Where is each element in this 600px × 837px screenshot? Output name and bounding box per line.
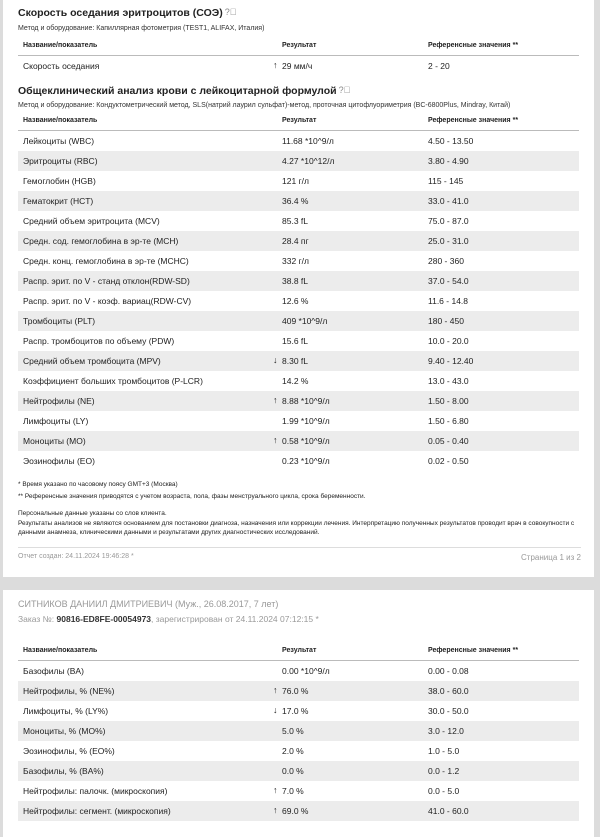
reference-range: 1.50 - 8.00: [428, 396, 469, 406]
test-result: [282, 196, 428, 206]
test-name: Распр. тромбоцитов по объему (PDW): [23, 336, 175, 346]
test-result: [273, 60, 428, 71]
cbc-section-title: Общеклинический анализ крови с лейкоцитарной формулой ?⃝: [18, 85, 351, 97]
test-result: [273, 685, 428, 696]
result-value: 15.6 fL: [282, 336, 308, 346]
result-value: 7.0 %: [282, 786, 304, 796]
column-header: Результат: [282, 42, 317, 49]
arrow-down-icon: ↓: [273, 355, 278, 365]
test-name: Лимфоциты (LY): [23, 416, 89, 426]
test-result: [282, 136, 428, 146]
table-row: [18, 251, 579, 271]
result-value: 332 г/л: [282, 256, 309, 266]
reference-range: 11.6 - 14.8: [428, 296, 469, 306]
report-page-1: [3, 0, 594, 577]
test-result: [282, 416, 428, 426]
test-name: Средний объем тромбоцита (MPV): [23, 356, 161, 366]
result-value: 1.99 *10^9/л: [282, 416, 330, 426]
table-body: [18, 131, 579, 471]
table-row: [18, 431, 579, 451]
footer-divider: [18, 547, 581, 548]
test-result: [273, 355, 428, 366]
table-row: [18, 761, 579, 781]
column-header: Референсные значения **: [428, 647, 519, 654]
reference-range: 3.80 - 4.90: [428, 156, 469, 166]
result-value: 121 г/л: [282, 176, 309, 186]
reference-range: 0.05 - 0.40: [428, 436, 469, 446]
table-row: [18, 56, 579, 76]
reference-range: 115 - 145: [428, 176, 464, 186]
table-row: [18, 291, 579, 311]
table-row: [18, 801, 579, 821]
test-result: [273, 785, 428, 796]
column-header: Название/показатель: [23, 647, 98, 654]
reference-note: ** Референсные значения приводятся с учетом возраста, пола, фазы менструального цикла, срока беременности.: [18, 493, 366, 500]
result-value: 29 мм/ч: [282, 61, 313, 71]
result-value: 36.4 %: [282, 196, 309, 206]
test-result: [273, 435, 428, 446]
result-value: 12.6 %: [282, 296, 309, 306]
table-row: [18, 661, 579, 681]
test-result: [282, 176, 428, 186]
result-value: 409 *10^9/л: [282, 316, 328, 326]
reference-range: 41.0 - 60.0: [428, 806, 469, 816]
arrow-up-icon: ↑: [273, 785, 278, 795]
arrow-up-icon: ↑: [273, 805, 278, 815]
test-name: Эритроциты (RBC): [23, 156, 98, 166]
test-name: Коэффициент больших тромбоцитов (P-LCR): [23, 376, 203, 386]
result-value: 4.27 *10^12/л: [282, 156, 335, 166]
arrow-up-icon: ↑: [273, 435, 278, 445]
personal-data-note: Персональные данные указаны со слов клиента.: [18, 510, 167, 517]
arrow-up-icon: ↑: [273, 395, 278, 405]
test-name: Средн. сод. гемоглобина в эр-те (MCH): [23, 236, 179, 246]
page-number: Страница 1 из 2: [521, 553, 581, 562]
result-value: 76.0 %: [282, 686, 309, 696]
test-name: Гемоглобин (HGB): [23, 176, 96, 186]
reference-range: 1.50 - 6.80: [428, 416, 469, 426]
result-value: 85.3 fL: [282, 216, 308, 226]
result-value: 8.30 fL: [282, 356, 308, 366]
column-header: Результат: [282, 647, 317, 654]
test-result: [282, 746, 428, 756]
arrow-up-icon: ↑: [273, 60, 278, 70]
test-name: Средний объем эритроцита (MCV): [23, 216, 160, 226]
result-value: 5.0 %: [282, 726, 304, 736]
reference-range: 0.0 - 1.2: [428, 766, 460, 776]
reference-range: 3.0 - 12.0: [428, 726, 464, 736]
result-value: 8.88 *10^9/л: [282, 396, 330, 406]
reference-range: 0.02 - 0.50: [428, 456, 469, 466]
order-number: 90816-ED8FE-00054973: [56, 614, 152, 624]
table-row: [18, 151, 579, 171]
reference-range: 0.0 - 5.0: [428, 786, 460, 796]
result-value: 0.0 %: [282, 766, 304, 776]
reference-range: 13.0 - 43.0: [428, 376, 469, 386]
test-name: Лейкоциты (WBC): [23, 136, 95, 146]
result-value: 14.2 %: [282, 376, 309, 386]
test-result: [273, 805, 428, 816]
arrow-up-icon: ↑: [273, 685, 278, 695]
test-name: Нейтрофилы: сегмент. (микроскопия): [23, 806, 171, 816]
column-header: Результат: [282, 117, 317, 124]
result-value: 0.58 *10^9/л: [282, 436, 330, 446]
table-row: [18, 191, 579, 211]
patient-info: СИТНИКОВ ДАНИИЛ ДМИТРИЕВИЧ (Муж., 26.08.2017, 7 лет): [18, 599, 279, 609]
test-name: Нейтрофилы (NE): [23, 396, 95, 406]
reference-range: 10.0 - 20.0: [428, 336, 469, 346]
column-header: Референсные значения **: [428, 42, 519, 49]
test-result: [282, 276, 428, 286]
test-result: [282, 726, 428, 736]
column-header: Референсные значения **: [428, 117, 519, 124]
test-result: [273, 705, 428, 716]
esr-table: [18, 36, 579, 76]
table-row: [18, 331, 579, 351]
column-header: Название/показатель: [23, 117, 98, 124]
reference-range: 1.0 - 5.0: [428, 746, 460, 756]
table-row: [18, 311, 579, 331]
table-row: [18, 721, 579, 741]
column-header: Название/показатель: [23, 42, 98, 49]
table-header: [18, 641, 579, 661]
table-row: [18, 781, 579, 801]
test-result: [282, 316, 428, 326]
table-body: [18, 56, 579, 76]
table-row: [18, 411, 579, 431]
help-icon[interactable]: ?⃝: [338, 85, 351, 95]
result-value: 11.68 *10^9/л: [282, 136, 334, 146]
test-result: [282, 296, 428, 306]
test-name: Средн. конц. гемоглобина в эр-те (MCHC): [23, 256, 189, 266]
result-value: 28.4 пг: [282, 236, 309, 246]
table-row: [18, 371, 579, 391]
table-header: [18, 111, 579, 131]
order-label: Заказ №:: [18, 614, 55, 624]
reference-range: 4.50 - 13.50: [428, 136, 474, 146]
table-row: [18, 391, 579, 411]
test-name: Гематокрит (HCT): [23, 196, 94, 206]
reference-range: 280 - 360: [428, 256, 464, 266]
test-result: [282, 216, 428, 226]
test-name: Распр. эрит. по V - станд отклон(RDW-SD): [23, 276, 190, 286]
page-footer: [18, 553, 581, 562]
table-header: [18, 36, 579, 56]
test-result: [282, 256, 428, 266]
table-row: [18, 131, 579, 151]
test-result: [282, 156, 428, 166]
table-row: [18, 351, 579, 371]
test-result: [282, 336, 428, 346]
reference-range: 0.00 - 0.08: [428, 666, 469, 676]
reference-range: 30.0 - 50.0: [428, 706, 469, 716]
table-row: [18, 681, 579, 701]
test-result: [282, 666, 428, 676]
reference-range: 33.0 - 41.0: [428, 196, 469, 206]
test-result: [282, 456, 428, 466]
reference-range: 75.0 - 87.0: [428, 216, 469, 226]
reference-range: 37.0 - 54.0: [428, 276, 469, 286]
test-name: Тромбоциты (PLT): [23, 316, 96, 326]
reference-range: 25.0 - 31.0: [428, 236, 469, 246]
test-name: Скорость оседания: [23, 61, 100, 71]
help-icon[interactable]: ?⃝: [224, 7, 237, 17]
disclaimer-note: Результаты анализов не являются основанием для постановки диагноза, назначения или коррекции лечения. Интерпретацию полученных результатов проводит врач в совокупности с данными анамнеза, клиническими данными и результатами других диагностических исследований.: [18, 520, 575, 536]
test-name: Распр. эрит. по V - коэф. вариац(RDW-CV): [23, 296, 192, 306]
arrow-down-icon: ↓: [273, 705, 278, 715]
esr-section-title: Скорость оседания эритроцитов (СОЭ) ?⃝: [18, 7, 237, 19]
reference-range: 9.40 - 12.40: [428, 356, 474, 366]
table-row: [18, 741, 579, 761]
test-name: Нейтрофилы, % (NE%): [23, 686, 115, 696]
table-row: [18, 451, 579, 471]
table-row: [18, 211, 579, 231]
test-name: Лимфоциты, % (LY%): [23, 706, 109, 716]
table-row: [18, 271, 579, 291]
report-page-2: [3, 590, 594, 837]
test-result: [282, 766, 428, 776]
test-result: [273, 395, 428, 406]
cbc-table: [18, 111, 579, 471]
result-value: 17.0 %: [282, 706, 309, 716]
result-value: 2.0 %: [282, 746, 304, 756]
test-result: [282, 376, 428, 386]
test-name: Моноциты (MO): [23, 436, 86, 446]
cbc-method: Метод и оборудование: Кондуктометрический метод, SLS(натрий лаурил сульфат)-метод, проточная цитофлуориметрия (BC-6800Plus, Mindray, Китай): [18, 102, 511, 109]
report-created: Отчет создан: 24.11.2024 19:46:28 *: [18, 553, 134, 560]
reference-range: 180 - 450: [428, 316, 464, 326]
test-result: [282, 236, 428, 246]
reference-range: 38.0 - 60.0: [428, 686, 469, 696]
test-name: Эозинофилы, % (EO%): [23, 746, 115, 756]
reference-range: 2 - 20: [428, 61, 450, 71]
esr-method: Метод и оборудование: Капиллярная фотометрия (TEST1, ALIFAX, Италия): [18, 25, 265, 32]
test-name: Эозинофилы (EO): [23, 456, 95, 466]
time-note: * Время указано по часовому поясу GMT+3 (Москва): [18, 481, 178, 488]
result-value: 0.00 *10^9/л: [282, 666, 330, 676]
table-row: [18, 701, 579, 721]
page2-table: [18, 641, 579, 821]
test-name: Базофилы (BA): [23, 666, 84, 676]
result-value: 0.23 *10^9/л: [282, 456, 330, 466]
test-name: Нейтрофилы: палочк. (микроскопия): [23, 786, 168, 796]
result-value: 69.0 %: [282, 806, 309, 816]
result-value: 38.8 fL: [282, 276, 308, 286]
order-registered: , зарегистрирован от 24.11.2024 07:12:15 *: [151, 614, 319, 624]
table-row: [18, 231, 579, 251]
table-body: [18, 661, 579, 821]
test-name: Базофилы, % (BA%): [23, 766, 104, 776]
table-row: [18, 171, 579, 191]
test-name: Моноциты, % (MO%): [23, 726, 106, 736]
order-info: [18, 614, 319, 624]
